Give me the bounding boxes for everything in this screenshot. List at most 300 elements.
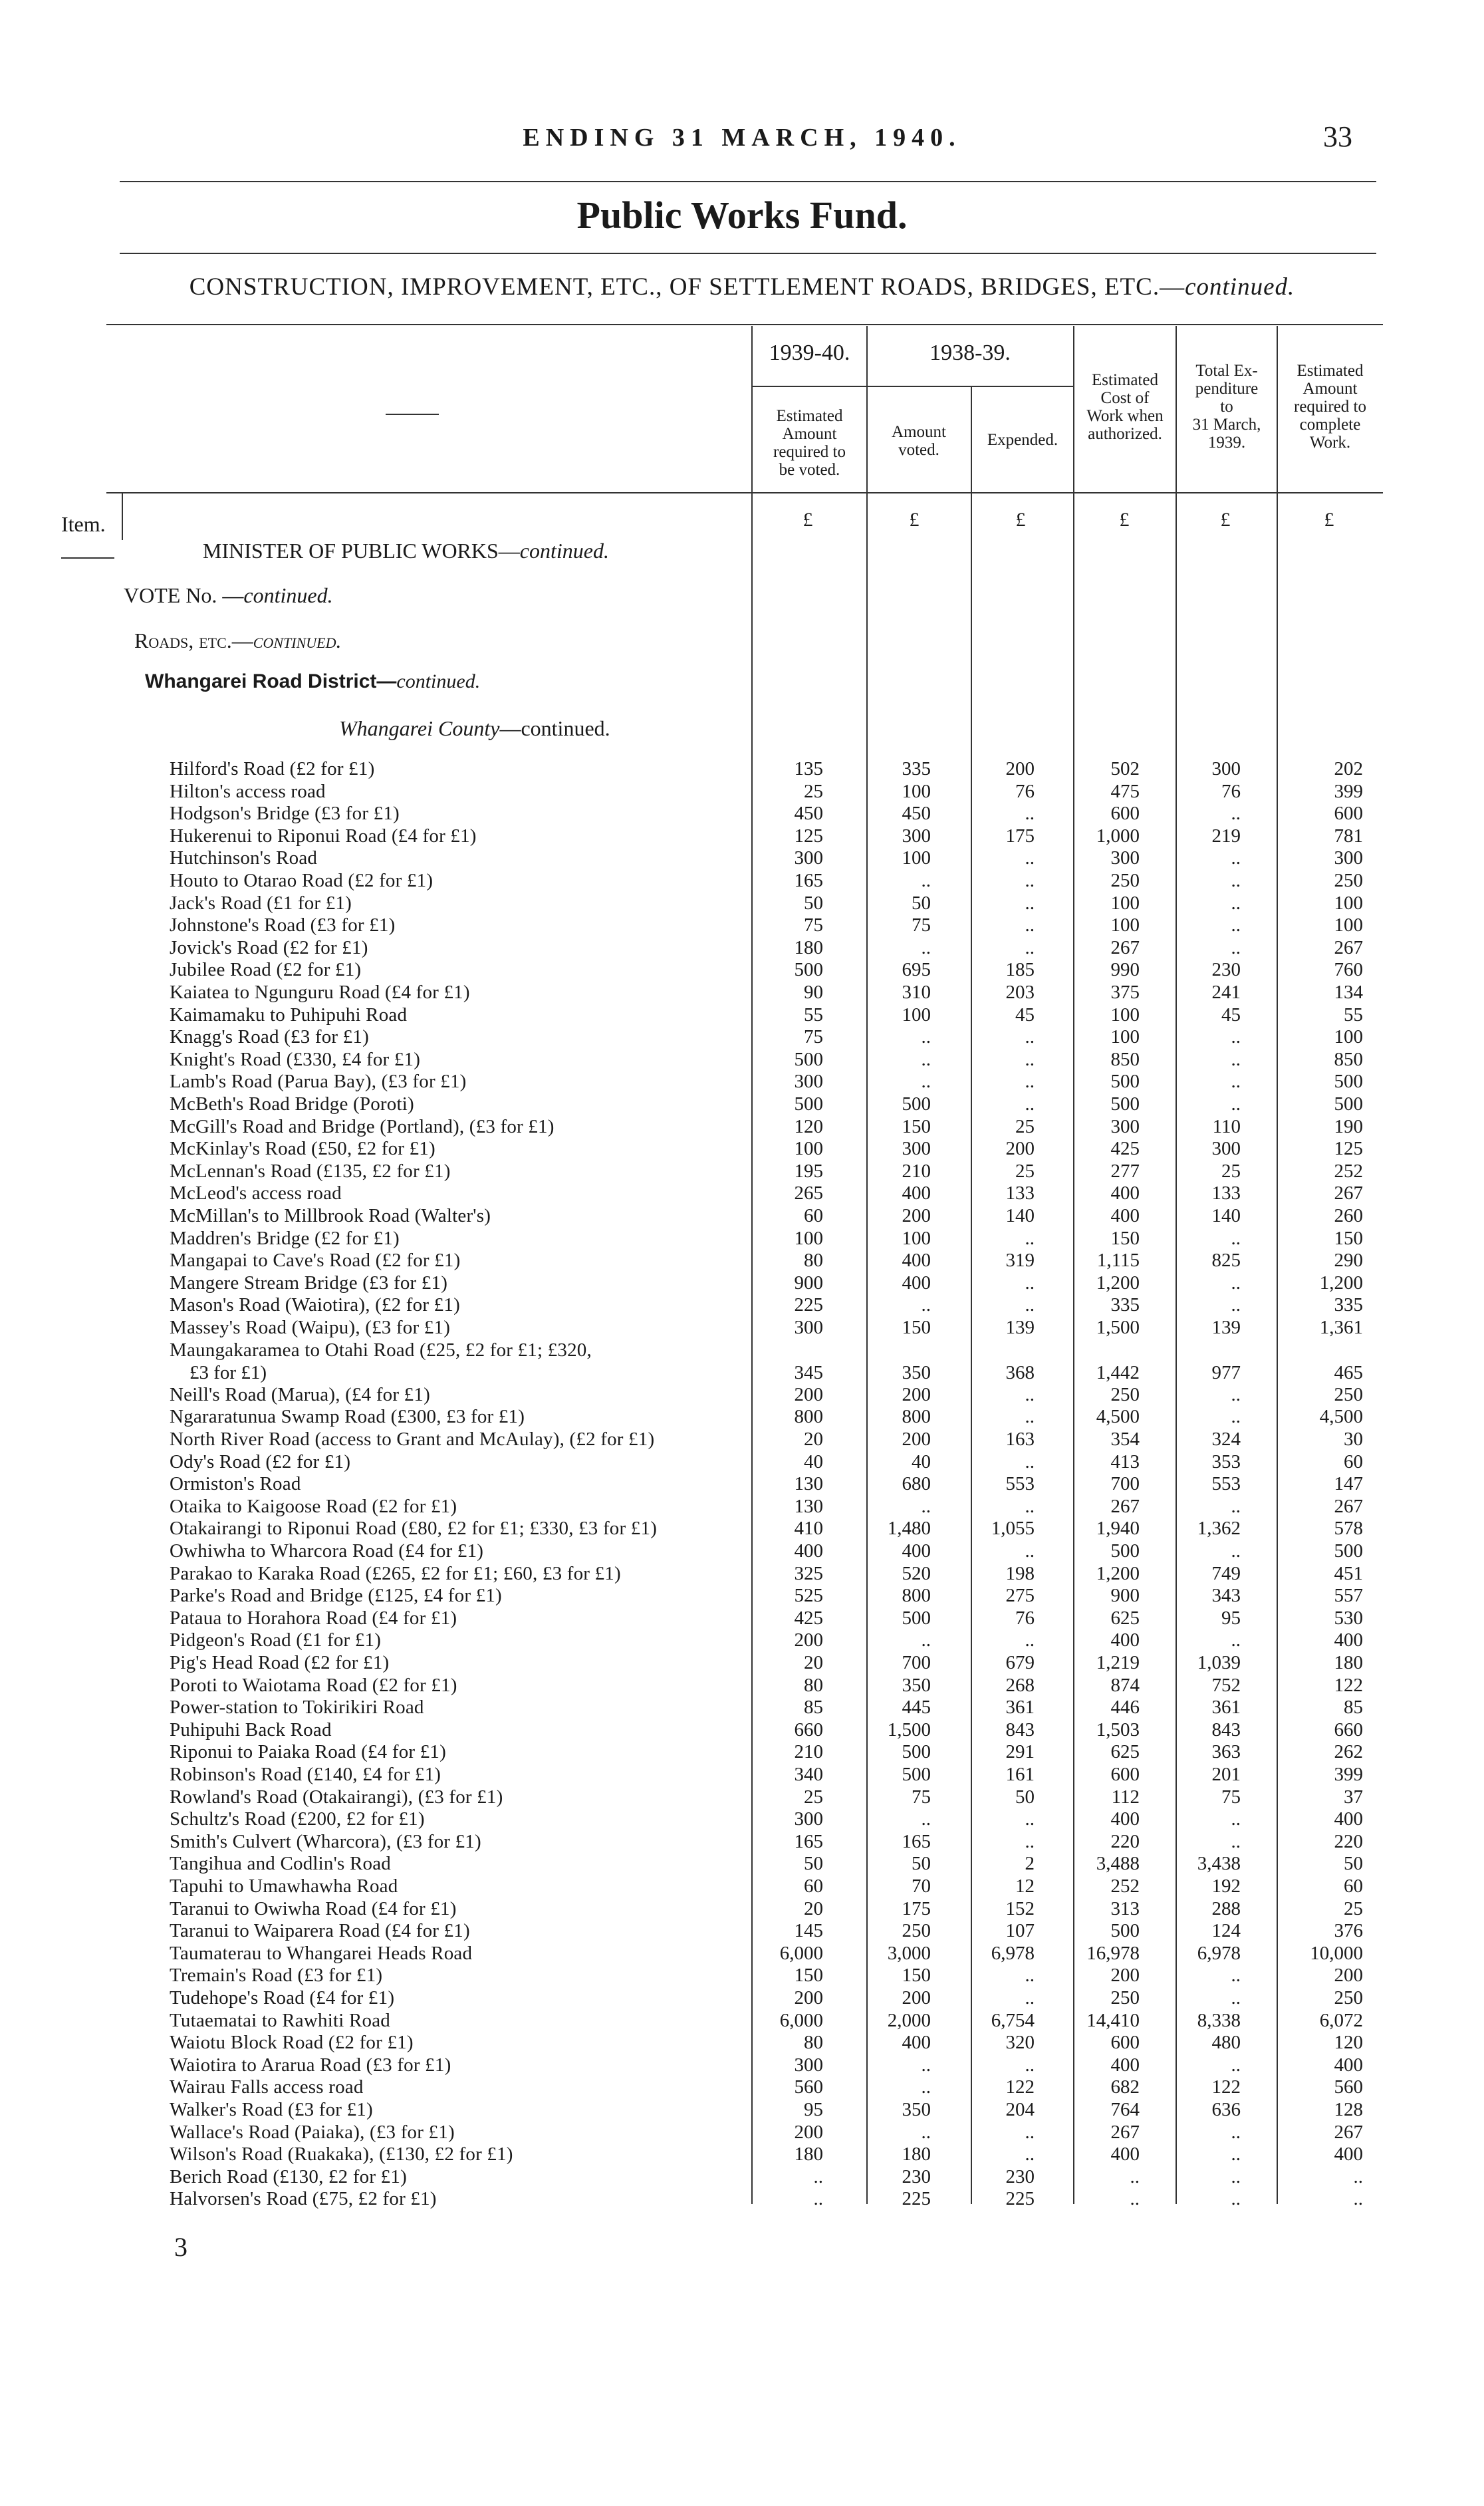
column-rule: [122, 493, 123, 540]
table-cell: 324: [1211, 1429, 1241, 1450]
road-name: Tremain's Road (£3 for £1): [170, 1965, 383, 1986]
table-cell: 230: [902, 2166, 931, 2187]
table-cell: 145: [794, 1920, 823, 1941]
table-cell: 451: [1334, 1563, 1363, 1584]
road-name: Hukerenui to Riponui Road (£4 for £1): [170, 825, 477, 847]
table-cell: 500: [794, 1049, 823, 1070]
table-cell: 500: [902, 1607, 931, 1629]
table-cell: 410: [794, 1518, 823, 1539]
header-line: Cost of: [1100, 389, 1150, 407]
road-name: Ody's Road (£2 for £1): [170, 1451, 351, 1472]
divider: [120, 181, 1376, 182]
table-cell: 165: [794, 1831, 823, 1852]
table-cell: 425: [1110, 1138, 1140, 1159]
table-row: [0, 1920, 1484, 1943]
table-row: [0, 1339, 1484, 1383]
currency-symbol: £: [909, 509, 920, 531]
table-row: [0, 1496, 1484, 1518]
table-cell: 55: [1344, 1004, 1363, 1026]
table-cell: 180: [794, 2144, 823, 2165]
table-cell: 400: [794, 1540, 823, 1562]
table-row: [0, 1004, 1484, 1027]
table-row: [0, 1987, 1484, 2010]
table-cell: 163: [1005, 1429, 1035, 1450]
table-row: [0, 2076, 1484, 2099]
table-row: [0, 2032, 1484, 2054]
road-name: Parke's Road and Bridge (£125, £4 for £1): [170, 1585, 502, 1606]
estimated-required-header: [1279, 362, 1382, 452]
table-cell: ..: [1231, 1629, 1241, 1651]
table-cell: 260: [1334, 1205, 1363, 1226]
header-line: required to: [1294, 398, 1366, 416]
table-row: [0, 870, 1484, 893]
table-cell: ..: [1025, 1049, 1035, 1070]
table-cell: 4,500: [1096, 1406, 1140, 1427]
table-cell: ..: [1231, 937, 1241, 958]
table-cell: 165: [902, 1831, 931, 1852]
table-cell: 40: [804, 1451, 823, 1472]
table-row: [0, 1629, 1484, 1652]
table-cell: ..: [1025, 1540, 1035, 1562]
table-cell: 125: [1334, 1138, 1363, 1159]
table-cell: ..: [1025, 1831, 1035, 1852]
table-cell: ..: [1231, 803, 1241, 824]
table-cell: ..: [1231, 1496, 1241, 1517]
table-cell: 210: [794, 1741, 823, 1762]
table-cell: 50: [804, 893, 823, 914]
table-cell: 140: [1005, 1205, 1035, 1226]
table-cell: 100: [1110, 1004, 1140, 1026]
table-cell: ..: [1025, 1808, 1035, 1830]
table-row: [0, 937, 1484, 960]
table-cell: 363: [1211, 1741, 1241, 1762]
table-row: [0, 1943, 1484, 1965]
road-name: Pataua to Horahora Road (£4 for £1): [170, 1607, 457, 1629]
table-cell: 843: [1005, 1719, 1035, 1740]
table-cell: ..: [1231, 1093, 1241, 1115]
table-row: [0, 1138, 1484, 1161]
table-cell: ..: [1231, 847, 1241, 869]
table-cell: 200: [794, 1987, 823, 2009]
table-row: [0, 1451, 1484, 1474]
header-line: Amount: [1302, 380, 1358, 398]
table-cell: 230: [1211, 959, 1241, 980]
road-name: Wairau Falls access road: [170, 2076, 364, 2098]
header-line: penditure: [1195, 380, 1259, 398]
table-cell: 502: [1110, 758, 1140, 779]
total-expenditure-header: [1177, 362, 1276, 452]
table-row: [0, 1049, 1484, 1071]
table-cell: ..: [813, 2188, 823, 2209]
table-cell: 75: [804, 1026, 823, 1047]
road-name: Taumaterau to Whangarei Heads Road: [170, 1943, 473, 1964]
road-name: Wallace's Road (Paiaka), (£3 for £1): [170, 2122, 455, 2143]
amount-voted-header: [868, 423, 969, 459]
table-row: [0, 1272, 1484, 1295]
table-cell: ..: [1025, 870, 1035, 891]
table-cell: 900: [1110, 1585, 1140, 1606]
table-cell: 291: [1005, 1741, 1035, 1762]
running-head: ENDING 31 MARCH, 1940.: [523, 124, 961, 152]
table-cell: 3,438: [1197, 1853, 1241, 1874]
table-cell: 300: [794, 1071, 823, 1092]
roads-heading: [134, 628, 341, 653]
table-cell: 267: [1110, 937, 1140, 958]
table-cell: 399: [1334, 781, 1363, 802]
road-name: Maungakaramea to Otahi Road (£25, £2 for £1; £320,: [170, 1339, 592, 1361]
road-name: Taranui to Waiparera Road (£4 for £1): [170, 1920, 470, 1941]
table-cell: 267: [1334, 2122, 1363, 2143]
table-cell: 200: [794, 1384, 823, 1405]
year-1938-39-header: 1938-39.: [929, 341, 1011, 365]
table-cell: 230: [1005, 2166, 1035, 2187]
table-cell: 800: [902, 1406, 931, 1427]
header-line: be voted.: [779, 461, 840, 479]
table-cell: 376: [1334, 1920, 1363, 1941]
road-name: Pig's Head Road (£2 for £1): [170, 1652, 390, 1673]
table-cell: 225: [902, 2188, 931, 2209]
table-cell: 320: [1005, 2032, 1035, 2053]
table-cell: 252: [1334, 1161, 1363, 1182]
table-cell: 335: [1110, 1294, 1140, 1316]
table-cell: 50: [804, 1853, 823, 1874]
table-cell: 100: [902, 781, 931, 802]
table-cell: ..: [1231, 1540, 1241, 1562]
road-name: Walker's Road (£3 for £1): [170, 2099, 373, 2120]
table-cell: 3,000: [887, 1943, 931, 1964]
page-number: 33: [1323, 120, 1352, 153]
table-cell: 695: [902, 959, 931, 980]
table-cell: 560: [794, 2076, 823, 2098]
table-cell: 400: [902, 1183, 931, 1204]
table-cell: 225: [794, 1294, 823, 1316]
table-cell: 700: [1110, 1473, 1140, 1494]
table-row: [0, 2099, 1484, 2122]
table-cell: 265: [794, 1183, 823, 1204]
table-cell: ..: [1025, 1071, 1035, 1092]
table-cell: 530: [1334, 1607, 1363, 1629]
table-cell: 133: [1005, 1183, 1035, 1204]
header-line: to: [1220, 398, 1233, 416]
table-cell: 353: [1211, 1451, 1241, 1472]
road-name: Mangapai to Cave's Road (£2 for £1): [170, 1250, 461, 1271]
table-cell: 300: [902, 825, 931, 847]
road-name: Taranui to Owiwha Road (£4 for £1): [170, 1898, 457, 1919]
table-cell: 300: [1110, 847, 1140, 869]
district-text: Whangarei Road District—: [145, 670, 397, 692]
table-cell: 300: [794, 847, 823, 869]
road-name: Poroti to Waiotama Road (£2 for £1): [170, 1675, 457, 1696]
table-cell: ..: [1231, 2166, 1241, 2187]
table-cell: 660: [1334, 1719, 1363, 1740]
table-cell: 200: [902, 1205, 931, 1226]
road-name: McGill's Road and Bridge (Portland), (£3 for £1): [170, 1116, 555, 1137]
table-row: [0, 914, 1484, 937]
road-name: Tudehope's Road (£4 for £1): [170, 1987, 395, 2009]
table-cell: 288: [1211, 1898, 1241, 1919]
table-cell: 60: [1344, 1451, 1363, 1472]
table-cell: 122: [1334, 1675, 1363, 1696]
table-row: [0, 1675, 1484, 1697]
table-row: [0, 1205, 1484, 1228]
table-cell: ..: [1353, 2166, 1363, 2187]
road-name: Neill's Road (Marua), (£4 for £1): [170, 1384, 430, 1405]
currency-symbol: £: [1220, 509, 1231, 531]
table-row: [0, 1563, 1484, 1586]
table-cell: 139: [1005, 1317, 1035, 1338]
table-cell: 335: [1334, 1294, 1363, 1316]
table-cell: 1,039: [1197, 1652, 1241, 1673]
table-cell: ..: [1025, 2122, 1035, 2143]
table-cell: 120: [1334, 2032, 1363, 2053]
table-cell: 1,503: [1096, 1719, 1140, 1740]
table-row: [0, 1741, 1484, 1764]
table-cell: 300: [794, 1808, 823, 1830]
currency-symbol: £: [1119, 509, 1130, 531]
table-cell: ..: [1231, 1384, 1241, 1405]
table-cell: 225: [1005, 2188, 1035, 2209]
table-cell: 977: [1211, 1362, 1241, 1383]
table-cell: 95: [804, 2099, 823, 2120]
vote-continued: continued.: [243, 583, 333, 607]
table-cell: 268: [1005, 1675, 1035, 1696]
table-cell: ..: [1231, 870, 1241, 891]
table-cell: 107: [1005, 1920, 1035, 1941]
table-cell: ..: [1025, 2054, 1035, 2076]
currency-symbol: £: [1015, 509, 1026, 531]
table-cell: 450: [902, 803, 931, 824]
table-cell: 25: [804, 781, 823, 802]
table-cell: ..: [1130, 2188, 1140, 2209]
subtitle-main: CONSTRUCTION, IMPROVEMENT, ETC., OF SETTLEMENT ROADS, BRIDGES, ETC.—: [189, 273, 1185, 301]
road-name: Kaiatea to Ngunguru Road (£4 for £1): [170, 982, 470, 1003]
table-cell: 130: [794, 1496, 823, 1517]
table-row: [0, 1228, 1484, 1250]
table-cell: 500: [1334, 1540, 1363, 1562]
table-cell: ..: [1231, 2188, 1241, 2209]
table-cell: 425: [794, 1607, 823, 1629]
table-cell: 300: [902, 1138, 931, 1159]
table-row: [0, 2122, 1484, 2144]
table-cell: 319: [1005, 1250, 1035, 1271]
table-cell: ..: [1025, 1987, 1035, 2009]
table-cell: ..: [921, 2054, 931, 2076]
table-row: [0, 803, 1484, 825]
table-row: [0, 1876, 1484, 1898]
table-cell: 300: [794, 1317, 823, 1338]
table-cell: 45: [1221, 1004, 1241, 1026]
table-row: [0, 825, 1484, 848]
table-cell: ..: [921, 2076, 931, 2098]
road-name: Tutaematai to Rawhiti Road: [170, 2010, 390, 2031]
table-cell: 37: [1344, 1786, 1363, 1808]
table-cell: 200: [794, 2122, 823, 2143]
header-line: 1939.: [1207, 434, 1246, 452]
table-cell: ..: [1231, 1071, 1241, 1092]
table-cell: 350: [902, 2099, 931, 2120]
road-name: Maddren's Bridge (£2 for £1): [170, 1228, 400, 1249]
table-cell: 95: [1221, 1607, 1241, 1629]
table-row: [0, 1898, 1484, 1921]
table-row: [0, 781, 1484, 803]
table-cell: ..: [1025, 1272, 1035, 1294]
table-cell: 60: [804, 1876, 823, 1897]
table-cell: 4,500: [1319, 1406, 1363, 1427]
table-cell: 190: [1334, 1116, 1363, 1137]
table-cell: 124: [1211, 1920, 1241, 1941]
table-cell: 130: [794, 1473, 823, 1494]
header-line: Amount: [892, 423, 946, 441]
table-cell: 30: [1344, 1429, 1363, 1450]
table-cell: 112: [1111, 1786, 1140, 1808]
table-row: [0, 1652, 1484, 1675]
table-cell: 100: [1334, 893, 1363, 914]
table-cell: 300: [1211, 758, 1241, 779]
table-cell: 133: [1211, 1183, 1241, 1204]
table-cell: 150: [902, 1317, 931, 1338]
road-name: Jubilee Road (£2 for £1): [170, 959, 362, 980]
table-cell: 200: [902, 1429, 931, 1450]
table-cell: 200: [902, 1384, 931, 1405]
table-cell: 1,500: [1096, 1317, 1140, 1338]
table-cell: 125: [794, 825, 823, 847]
road-name: McLennan's Road (£135, £2 for £1): [170, 1161, 451, 1182]
table-cell: 75: [912, 1786, 931, 1808]
table-cell: ..: [921, 937, 931, 958]
table-row: [0, 2010, 1484, 2032]
table-cell: 400: [902, 1272, 931, 1294]
road-name: Hilford's Road (£2 for £1): [170, 758, 375, 779]
column-rule: [971, 386, 972, 492]
table-cell: 203: [1005, 982, 1035, 1003]
header-line: Estimated: [776, 407, 843, 425]
divider: [106, 324, 1383, 325]
table-cell: 250: [1110, 1384, 1140, 1405]
table-row: [0, 1965, 1484, 1987]
divider: [120, 253, 1376, 254]
table-row: [0, 1406, 1484, 1429]
table-cell: 100: [794, 1138, 823, 1159]
vote-text: VOTE No. —: [124, 583, 244, 607]
table-cell: 6,978: [991, 1943, 1035, 1964]
table-cell: 800: [794, 1406, 823, 1427]
table-cell: 210: [902, 1161, 931, 1182]
table-cell: 250: [1334, 1987, 1363, 2009]
table-cell: ..: [921, 870, 931, 891]
table-cell: 202: [1334, 758, 1363, 779]
table-cell: 525: [794, 1585, 823, 1606]
table-cell: ..: [1025, 937, 1035, 958]
road-name: Smith's Culvert (Wharcora), (£3 for £1): [170, 1831, 481, 1852]
table-cell: 1,200: [1096, 1272, 1140, 1294]
table-cell: 200: [1110, 1965, 1140, 1986]
table-cell: 760: [1334, 959, 1363, 980]
minister-text: MINISTER OF PUBLIC WORKS—: [203, 539, 520, 563]
table-cell: 400: [1110, 2144, 1140, 2165]
road-name: Kaimamaku to Puhipuhi Road: [170, 1004, 408, 1026]
table-cell: 781: [1334, 825, 1363, 847]
table-cell: ..: [1231, 2144, 1241, 2165]
subtitle: [0, 273, 1484, 301]
table-cell: 343: [1211, 1585, 1241, 1606]
table-cell: 45: [1015, 1004, 1035, 1026]
table-cell: 625: [1110, 1607, 1140, 1629]
table-cell: ..: [921, 1071, 931, 1092]
table-cell: 100: [1110, 893, 1140, 914]
table-cell: 500: [1334, 1071, 1363, 1092]
table-cell: 500: [902, 1741, 931, 1762]
table-cell: 219: [1211, 825, 1241, 847]
header-rule: [106, 492, 1383, 493]
table-cell: 192: [1211, 1876, 1241, 1897]
table-cell: 250: [1110, 870, 1140, 891]
table-cell: 1,940: [1096, 1518, 1140, 1539]
table-cell: 50: [912, 893, 931, 914]
estimated-cost-header: [1075, 371, 1175, 443]
table-cell: ..: [1025, 1451, 1035, 1472]
table-cell: 354: [1110, 1429, 1140, 1450]
table-cell: 220: [1110, 1831, 1140, 1852]
header-line: authorized.: [1088, 425, 1162, 443]
table-cell: 75: [912, 914, 931, 936]
road-name: Rowland's Road (Otakairangi), (£3 for £1): [170, 1786, 503, 1808]
table-cell: ..: [1130, 2166, 1140, 2187]
blank-column-dash: [386, 414, 439, 415]
table-cell: 500: [1334, 1093, 1363, 1115]
table-cell: 475: [1110, 781, 1140, 802]
table-cell: ..: [1025, 2144, 1035, 2165]
table-cell: 25: [1015, 1116, 1035, 1137]
road-name: Puhipuhi Back Road: [170, 1719, 332, 1740]
table-cell: 220: [1334, 1831, 1363, 1852]
table-cell: 100: [902, 847, 931, 869]
table-row: [0, 758, 1484, 781]
table-cell: 465: [1334, 1362, 1363, 1383]
table-row: [0, 1607, 1484, 1630]
table-cell: 150: [902, 1116, 931, 1137]
road-name: Johnstone's Road (£3 for £1): [170, 914, 396, 936]
table-cell: 50: [1015, 1786, 1035, 1808]
table-cell: 16,978: [1086, 1943, 1140, 1964]
road-name: Jack's Road (£1 for £1): [170, 893, 352, 914]
table-cell: 14,410: [1086, 2010, 1140, 2031]
table-row: [0, 1183, 1484, 1205]
table-cell: 122: [1005, 2076, 1035, 2098]
table-cell: 128: [1334, 2099, 1363, 2120]
table-row: [0, 1831, 1484, 1854]
table-cell: ..: [1231, 1965, 1241, 1986]
table-cell: 267: [1334, 937, 1363, 958]
table-row: [0, 1429, 1484, 1451]
table-cell: 20: [804, 1429, 823, 1450]
table-row: [0, 1384, 1484, 1407]
table-cell: ..: [1025, 847, 1035, 869]
table-cell: 250: [1334, 870, 1363, 891]
district-heading: [145, 670, 480, 693]
year-1939-40-header: 1939-40.: [769, 341, 850, 365]
road-name: North River Road (access to Grant and McAulay), (£2 for £1): [170, 1429, 655, 1450]
roads-continued: continued.: [253, 628, 342, 652]
roads-text: Roads, etc.—: [134, 628, 253, 652]
column-rule: [1073, 326, 1074, 492]
table-cell: 185: [1005, 959, 1035, 980]
road-name: Halvorsen's Road (£75, £2 for £1): [170, 2188, 437, 2209]
table-cell: 361: [1005, 1697, 1035, 1718]
table-cell: ..: [1231, 1272, 1241, 1294]
road-name: Hodgson's Bridge (£3 for £1): [170, 803, 400, 824]
column-rule: [866, 326, 868, 492]
table-cell: 400: [902, 1540, 931, 1562]
